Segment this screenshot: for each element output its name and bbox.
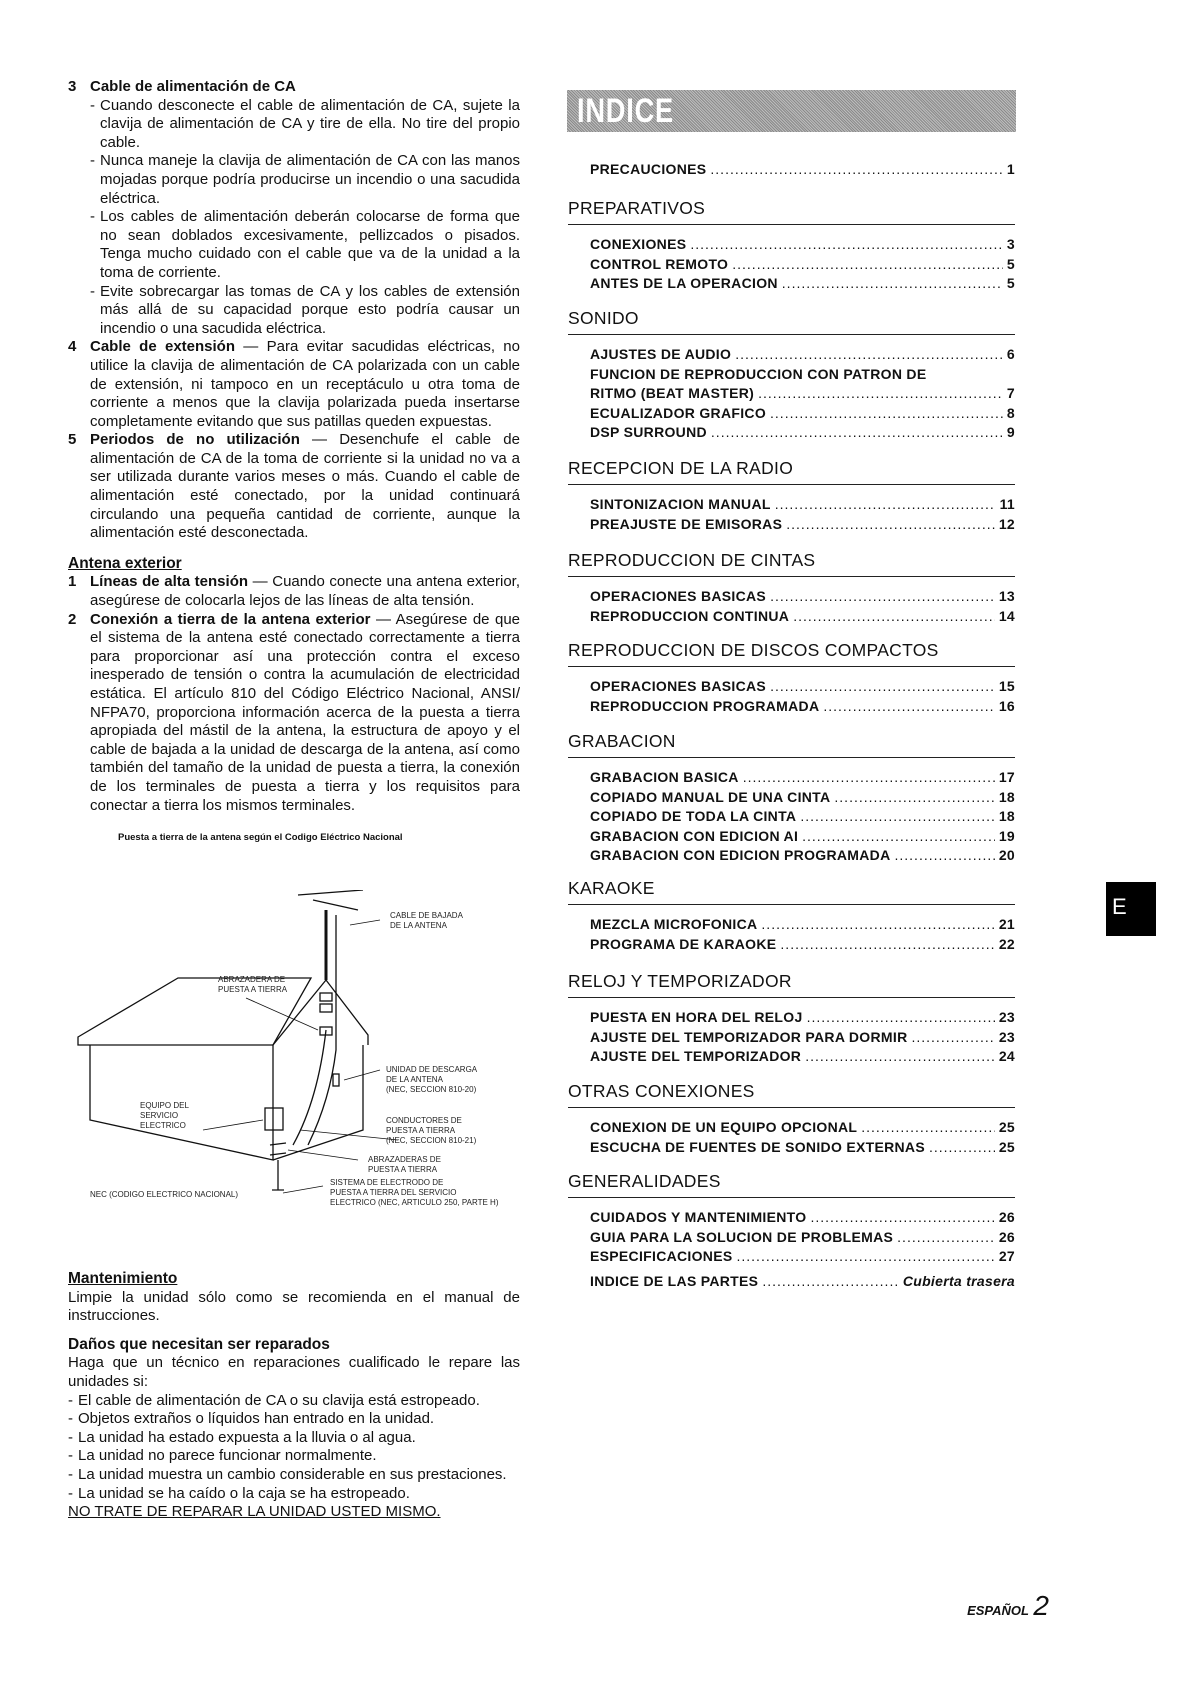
toc-section [568, 971, 1015, 1067]
dash-mark: - [68, 1484, 73, 1502]
toc-entry-page: 20 [998, 847, 1015, 864]
item-heading: Periodos de no utilización [90, 431, 300, 449]
numbered-item [68, 338, 520, 431]
leader-dots [710, 160, 1003, 180]
toc-entry-label: CUIDADOS Y MANTENIMIENTO [590, 1209, 807, 1225]
list-text: El cable de alimentación de CA o su clavija está estropeado. [78, 1391, 480, 1409]
item-number: 4 [68, 338, 77, 356]
dash-mark: - [90, 208, 95, 226]
warning-text: NO TRATE DE REPARAR LA UNIDAD USTED MISMO. [68, 1503, 441, 1521]
toc-entry-label: MEZCLA MICROFONICA [590, 916, 758, 932]
leader-dots [770, 587, 995, 607]
list-text: La unidad no parece funcionar normalmente. [78, 1447, 377, 1465]
toc-entry[interactable] [590, 1272, 1015, 1292]
house-side-wall [273, 1045, 363, 1160]
leader-dots [807, 1008, 995, 1028]
toc-entry-label: REPRODUCCION PROGRAMADA [590, 697, 820, 714]
list-item [68, 1392, 520, 1411]
toc-entry[interactable] [590, 1247, 1015, 1267]
label-cable-bajada: CABLE DE BAJADA DE LA ANTENA [390, 911, 463, 930]
antenna-elements [298, 890, 363, 910]
toc-entries [568, 160, 1015, 180]
toc-entry-label: ESCUCHA DE FUENTES DE SONIDO EXTERNAS [590, 1138, 925, 1155]
toc-entry[interactable] [590, 345, 1015, 365]
toc-entry[interactable] [590, 515, 1015, 535]
toc-entry-page: 9 [1006, 424, 1015, 441]
dash-text: Cuando desconecte el cable de alimentación de CA, sujete la clavija de alimentación de CA y tire de ella. No tire del propio cable. [100, 96, 520, 151]
leader-dots [786, 515, 995, 535]
toc-entries [568, 1008, 1015, 1067]
toc-entry-page: 18 [998, 788, 1015, 805]
toc-entry[interactable] [590, 788, 1015, 808]
leader-dots [780, 935, 994, 955]
toc-entries [568, 345, 1015, 443]
toc-entry-page: 18 [998, 808, 1015, 825]
toc-section [568, 1272, 1015, 1292]
page-footer [967, 1590, 1049, 1622]
toc-entry-page: 24 [998, 1048, 1015, 1065]
toc-section [568, 550, 1015, 626]
label-abrazaderas: ABRAZADERAS DE PUESTA A TIERRA [368, 1155, 441, 1174]
toc-entry[interactable] [590, 677, 1015, 697]
dash-mark: - [68, 1465, 73, 1483]
item-text: — Asegúrese de que el sistema de la antena esté conectado correctamente a tierra para proporcionar así una protección contra el exceso inesperado de tensión o contra la acumulación de electricidad estática. El artículo 810 del Código Eléctrico Nacional, ANSI/ NFPA70, proporciona información acerca de la puesta a tierra apropiada del mástil de la antena, la estructura de apoyo y el cable de bajada a la unidad de descarga de la antena, así como también del tamaño de la unidad de puesta a tierra, la conexión de los terminales de puesta a tierra y los requisitos para conectar a tierra los mismos terminales. [90, 610, 521, 814]
toc-heading: SONIDO [568, 308, 1015, 335]
page-number: 2 [1033, 1590, 1049, 1621]
antenna-grounding-diagram [68, 890, 538, 1250]
item-number: 3 [68, 78, 77, 95]
label-equipo: EQUIPO DEL SERVICIO ELECTRICO [140, 1101, 189, 1130]
toc-section [568, 1171, 1015, 1267]
toc-heading: RELOJ Y TEMPORIZADOR [568, 971, 1015, 998]
toc-entry-page: 21 [998, 916, 1015, 932]
toc-heading: OTRAS CONEXIONES [568, 1081, 1015, 1108]
dash-item [68, 283, 520, 339]
toc-entry[interactable] [590, 274, 1015, 294]
toc-entry-page: 12 [998, 515, 1015, 532]
dash-mark: - [68, 1410, 73, 1428]
toc-entries [568, 915, 1015, 954]
list-item [68, 1447, 520, 1466]
toc-entry-page: 23 [998, 1028, 1015, 1045]
numbered-item [68, 78, 520, 97]
toc-entry[interactable] [590, 1118, 1015, 1138]
toc-entry-page: 26 [998, 1228, 1015, 1245]
label-unidad-descarga: UNIDAD DE DESCARGA DE LA ANTENA (NEC, SECCION 810-20) [386, 1065, 478, 1094]
leader-dots [782, 274, 1003, 294]
dash-mark: - [68, 1428, 73, 1446]
toc-entry-page: 23 [998, 1009, 1015, 1025]
label-leader-lines [203, 920, 398, 1193]
toc-heading: GENERALIDADES [568, 1171, 1015, 1198]
ground-wire [293, 1030, 326, 1145]
leader-dots [802, 827, 995, 847]
toc-entry-page: 27 [998, 1248, 1015, 1265]
label-conductores: CONDUCTORES DE PUESTA A TIERRA (NEC, SECCION 810-21) [386, 1116, 477, 1145]
toc-entry-page: 15 [998, 678, 1015, 694]
toc-entry-label: COPIADO DE TODA LA CINTA [590, 808, 797, 825]
item-heading: Cable de alimentación de CA [90, 78, 296, 95]
leader-dots [823, 697, 994, 717]
toc-heading: KARAOKE [568, 878, 1015, 905]
leader-dots [800, 807, 995, 827]
list-text: Objetos extraños o líquidos han entrado en la unidad. [78, 1410, 435, 1428]
toc-entry-label: AJUSTE DEL TEMPORIZADOR PARA DORMIR [590, 1028, 908, 1045]
tab-letter: E [1112, 894, 1127, 919]
toc-entries [568, 1208, 1015, 1267]
dash-mark: - [68, 1391, 73, 1409]
dash-mark: - [90, 282, 95, 300]
item-text: — Desenchufe el cable de alimentación de CA de la toma de corriente si la unidad no va a ser utilizada durante varios meses o más. Cuando el cable de alimentación esté conectado, por la unidad continuará circulando una pequeña cantidad de corriente, aunque la alimentación esté desconectada. [90, 431, 520, 542]
toc-entries [568, 1272, 1015, 1292]
list-text: La unidad muestra un cambio considerable en sus prestaciones. [78, 1465, 507, 1483]
item-text: — Cuando conecte una antena exterior, asegúrese de colocarla lejos de las líneas de alta tensión. [90, 573, 520, 610]
toc-entry[interactable] [590, 365, 1015, 385]
item-heading: Líneas de alta tensión [90, 573, 249, 591]
toc-entry[interactable] [590, 915, 1015, 935]
toc-entry[interactable] [590, 807, 1015, 827]
leader-dots [743, 768, 995, 788]
toc-entry[interactable] [590, 1028, 1015, 1048]
toc-section [568, 878, 1015, 954]
leader-dots [770, 677, 995, 697]
toc-entries [568, 587, 1015, 626]
dash-text: Evite sobrecargar las tomas de CA y los cables de extensión más allá de su capacidad porque esto podría causar un incendio o una sacudida eléctrica. [100, 282, 520, 337]
numbered-item [68, 611, 520, 816]
item-heading: Cable de extensión [90, 338, 235, 356]
toc-entry-page: 1 [1006, 161, 1015, 177]
mantenimiento-text: Limpie la unidad sólo como se recomienda en el manual de instrucciones. [68, 1288, 520, 1325]
toc-entry[interactable] [590, 846, 1015, 866]
leader-dots [735, 345, 1003, 365]
toc-entry-page: 26 [998, 1209, 1015, 1225]
toc-entry[interactable] [590, 768, 1015, 788]
toc-entries [568, 1118, 1015, 1157]
list-text: La unidad se ha caído o la caja se ha estropeado. [78, 1484, 410, 1502]
toc-section [568, 731, 1015, 866]
discharge-unit [333, 1074, 339, 1086]
leader-dots [761, 915, 994, 935]
toc-entry[interactable] [590, 1047, 1015, 1067]
toc-entry-label: PROGRAMA DE KARAOKE [590, 935, 777, 952]
item-number: 2 [68, 610, 77, 628]
numbered-item [68, 573, 520, 610]
danos-heading: Daños que necesitan ser reparados [68, 1335, 330, 1353]
toc-entry[interactable] [590, 495, 1015, 515]
indice-title: INDICE [577, 92, 674, 130]
toc-entry[interactable] [590, 384, 1015, 404]
leader-dots [810, 1208, 994, 1228]
footer-language: ESPAÑOL [967, 1603, 1029, 1618]
leader-dots [762, 1272, 899, 1292]
leader-dots [911, 1028, 994, 1048]
diagram-caption: Puesta a tierra de la antena según el Codigo Eléctrico Nacional [118, 832, 403, 844]
label-sistema: SISTEMA DE ELECTRODO DE PUESTA A TIERRA DEL SERVICIO ELECTRICO (NEC, ARTICULO 250, PARTE H) [330, 1178, 499, 1207]
ground-clamp [320, 1004, 332, 1012]
dash-text: Nunca maneje la clavija de alimentación de CA con las manos mojadas porque podría producirse un incendio o una sacudida eléctrica. [100, 152, 520, 207]
toc-entry[interactable] [590, 827, 1015, 847]
toc-entry-page: 22 [998, 935, 1015, 952]
leader-dots [737, 1247, 995, 1267]
toc-entry-label: GRABACION CON EDICION AI [590, 827, 799, 844]
leader-dots [770, 404, 1003, 424]
leader-dots [690, 235, 1003, 255]
indice-banner [567, 90, 1016, 132]
dash-text: Los cables de alimentación deberán colocarse de forma que no sean doblados excesivamente, pellizcados o pisados. Tenga mucho cuidado con el cable que va de la unidad a la toma de corriente. [100, 208, 520, 281]
dash-mark: - [68, 1447, 73, 1465]
toc-entry-label: SINTONIZACION MANUAL [590, 496, 771, 512]
toc-entry-page: 11 [999, 496, 1015, 512]
leader-dots [732, 255, 1003, 275]
toc-entry-label: GRABACION BASICA [590, 769, 739, 785]
mantenimiento-heading: Mantenimiento [68, 1270, 178, 1287]
toc-entry[interactable] [590, 235, 1015, 255]
toc-entry-label: PRECAUCIONES [590, 161, 707, 177]
toc-entry[interactable] [590, 1228, 1015, 1248]
toc-entry[interactable] [590, 404, 1015, 424]
toc-entry[interactable] [590, 160, 1015, 180]
item-number: 5 [68, 431, 77, 449]
toc-entry-label: CONTROL REMOTO [590, 255, 729, 272]
toc-heading: REPRODUCCION DE DISCOS COMPACTOS [568, 640, 1015, 667]
toc-heading: RECEPCION DE LA RADIO [568, 458, 1015, 485]
toc-entry-page: 5 [1006, 255, 1015, 272]
toc-entry-page: 14 [998, 607, 1015, 624]
toc-entry[interactable] [590, 587, 1015, 607]
toc-entry-label: FUNCION DE REPRODUCCION CON PATRON DE [590, 365, 927, 382]
item-text: — Para evitar sacudidas eléctricas, no utilice la clavija de alimentación de CA polarizada con un cable de extensión, ni tampoco en un receptáculo u otra toma de corriente a menos que la clavija polarizada pueda insertarse completamente evitando que sus patillas queden expuestas. [90, 338, 520, 430]
toc-entries [568, 677, 1015, 716]
list-item [68, 1429, 520, 1448]
list-item [68, 1485, 520, 1504]
toc-entry-page: 19 [998, 827, 1015, 844]
toc-entry-page: 16 [998, 697, 1015, 714]
toc-entry[interactable] [590, 1208, 1015, 1228]
toc-entries [568, 495, 1015, 534]
left-column [68, 78, 520, 848]
toc-entry-label: AJUSTE DEL TEMPORIZADOR [590, 1048, 802, 1065]
maintenance-section [68, 1270, 520, 1522]
ground-clamp [320, 993, 332, 1001]
toc-entry-label: CONEXIONES [590, 236, 687, 252]
leader-dots [793, 607, 995, 627]
dash-mark: - [90, 96, 95, 114]
toc-entry-label: INDICE DE LAS PARTES [590, 1273, 759, 1289]
toc-entry[interactable] [590, 255, 1015, 275]
toc-entry-page: Cubierta trasera [902, 1273, 1015, 1289]
dash-item [68, 208, 520, 282]
toc-entry-label: RITMO (BEAT MASTER) [590, 385, 755, 402]
dash-item [68, 152, 520, 208]
toc-entries [568, 768, 1015, 866]
danos-text: Haga que un técnico en reparaciones cualificado le repare las unidades si: [68, 1354, 520, 1390]
toc-entry-label: OPERACIONES BASICAS [590, 588, 767, 604]
leader-dots [897, 1228, 995, 1248]
leader-dots [758, 384, 1003, 404]
toc-section [568, 160, 1015, 180]
toc-entry-page: 5 [1006, 275, 1015, 292]
toc-section [568, 308, 1015, 443]
toc-entry[interactable] [590, 607, 1015, 627]
leader-dots [775, 495, 996, 515]
toc-entry-label: COPIADO MANUAL DE UNA CINTA [590, 788, 831, 805]
toc-entry[interactable] [590, 935, 1015, 955]
list-item [68, 1410, 520, 1429]
toc-heading: GRABACION [568, 731, 1015, 758]
toc-entries [568, 235, 1015, 294]
toc-entry-page: 17 [998, 769, 1015, 785]
language-tab [1106, 882, 1156, 936]
toc-heading: REPRODUCCION DE CINTAS [568, 550, 1015, 577]
toc-entry[interactable] [590, 1008, 1015, 1028]
toc-entry-page: 8 [1006, 404, 1015, 421]
leader-dots [861, 1118, 995, 1138]
toc-entry-page: 25 [998, 1138, 1015, 1155]
toc-entry-label: GRABACION CON EDICION PROGRAMADA [590, 847, 891, 864]
leader-dots [805, 1047, 995, 1067]
toc-heading: PREPARATIVOS [568, 198, 1015, 225]
toc-entry-label: ESPECIFICACIONES [590, 1248, 733, 1265]
toc-entry-label: REPRODUCCION CONTINUA [590, 607, 790, 624]
toc-entry-label: PREAJUSTE DE EMISORAS [590, 515, 783, 532]
toc-entry-label: AJUSTES DE AUDIO [590, 346, 732, 362]
toc-entry-label: GUIA PARA LA SOLUCION DE PROBLEMAS [590, 1228, 894, 1245]
antena-exterior-heading: Antena exterior [68, 554, 182, 572]
list-item [68, 1466, 520, 1485]
toc-section [568, 458, 1015, 534]
toc-entry[interactable] [590, 423, 1015, 443]
leader-dots [834, 788, 994, 808]
toc-entry-page: 7 [1006, 385, 1015, 402]
toc-entry-label: CONEXION DE UN EQUIPO OPCIONAL [590, 1119, 858, 1135]
toc-entry-page: 3 [1006, 236, 1015, 252]
toc-entry[interactable] [590, 1138, 1015, 1158]
toc-entry-label: ANTES DE LA OPERACION [590, 275, 778, 292]
label-abrazadera: ABRAZADERA DE PUESTA A TIERRA [218, 975, 288, 994]
toc-entry-page: 13 [998, 588, 1015, 604]
item-number: 1 [68, 573, 77, 591]
dash-mark: - [90, 152, 95, 170]
label-nec: NEC (CODIGO ELECTRICO NACIONAL) [90, 1190, 239, 1199]
leader-dots [895, 846, 995, 866]
leader-dots [711, 423, 1003, 443]
toc-entry-label: OPERACIONES BASICAS [590, 678, 767, 694]
leader-dots [929, 1138, 995, 1158]
dash-item [68, 97, 520, 153]
toc-entry-page: 25 [998, 1119, 1015, 1135]
toc-section [568, 640, 1015, 716]
toc-entry-page: 6 [1006, 346, 1015, 362]
list-text: La unidad ha estado expuesta a la lluvia o al agua. [78, 1428, 416, 1446]
service-box [265, 1108, 283, 1130]
item-heading: Conexión a tierra de la antena exterior [90, 610, 371, 628]
toc-section [568, 1081, 1015, 1157]
toc-entry[interactable] [590, 697, 1015, 717]
toc-entry-label: PUESTA EN HORA DEL RELOJ [590, 1009, 803, 1025]
toc-section [568, 198, 1015, 294]
toc-entry-label: DSP SURROUND [590, 424, 707, 441]
toc-entry-label: ECUALIZADOR GRAFICO [590, 404, 767, 421]
numbered-item [68, 431, 520, 543]
